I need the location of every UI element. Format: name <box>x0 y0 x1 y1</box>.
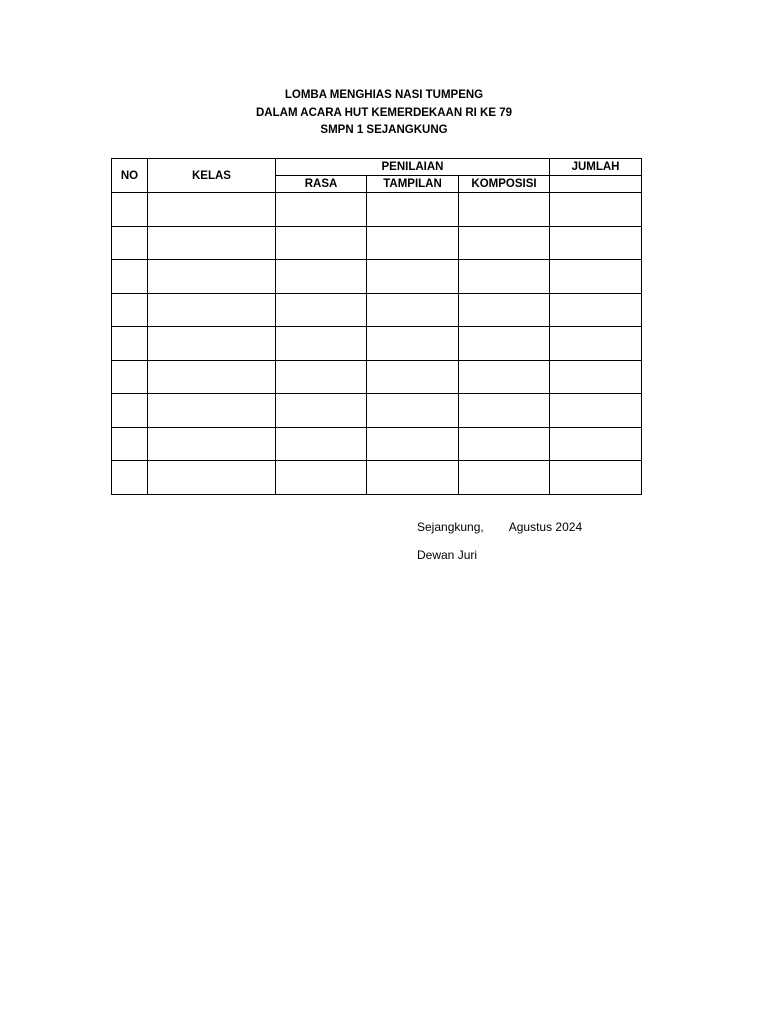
cell-rasa <box>276 226 367 260</box>
cell-rasa <box>276 327 367 361</box>
cell-tampilan <box>367 193 459 227</box>
cell-rasa <box>276 360 367 394</box>
score-table <box>111 158 642 495</box>
cell-no <box>112 226 148 260</box>
header-rasa: RASA <box>276 176 367 193</box>
cell-tampilan <box>367 293 459 327</box>
cell-kelas <box>148 360 276 394</box>
table-row <box>112 193 642 227</box>
cell-tampilan <box>367 360 459 394</box>
table-row <box>112 360 642 394</box>
header-kelas: KELAS <box>148 159 276 193</box>
cell-no <box>112 193 148 227</box>
header-jumlah-blank <box>550 176 642 193</box>
cell-jumlah <box>550 327 642 361</box>
cell-no <box>112 293 148 327</box>
table-row <box>112 327 642 361</box>
header-tampilan: TAMPILAN <box>367 176 459 193</box>
cell-tampilan <box>367 226 459 260</box>
cell-rasa <box>276 193 367 227</box>
cell-rasa <box>276 461 367 495</box>
cell-kelas <box>148 394 276 428</box>
cell-rasa <box>276 427 367 461</box>
cell-jumlah <box>550 260 642 294</box>
table-row <box>112 260 642 294</box>
place-text: Sejangkung, <box>417 520 484 534</box>
date-text: Agustus 2024 <box>508 520 583 534</box>
header-jumlah: JUMLAH <box>550 159 642 176</box>
cell-jumlah <box>550 293 642 327</box>
cell-komposisi <box>459 461 550 495</box>
cell-no <box>112 360 148 394</box>
cell-tampilan <box>367 461 459 495</box>
cell-no <box>112 461 148 495</box>
table-row <box>112 226 642 260</box>
cell-komposisi <box>459 193 550 227</box>
cell-jumlah <box>550 193 642 227</box>
cell-tampilan <box>367 394 459 428</box>
document-title <box>0 87 768 140</box>
cell-kelas <box>148 427 276 461</box>
header-komposisi: KOMPOSISI <box>459 176 550 193</box>
title-line-competition: LOMBA MENGHIAS NASI TUMPENG <box>284 89 484 101</box>
cell-rasa <box>276 394 367 428</box>
cell-kelas <box>148 461 276 495</box>
cell-kelas <box>148 293 276 327</box>
cell-no <box>112 394 148 428</box>
cell-komposisi <box>459 360 550 394</box>
cell-komposisi <box>459 293 550 327</box>
cell-komposisi <box>459 427 550 461</box>
cell-no <box>112 260 148 294</box>
cell-no <box>112 427 148 461</box>
cell-jumlah <box>550 360 642 394</box>
cell-jumlah <box>550 427 642 461</box>
cell-komposisi <box>459 226 550 260</box>
cell-kelas <box>148 260 276 294</box>
cell-jumlah <box>550 461 642 495</box>
table-header-row <box>112 159 642 176</box>
header-no: NO <box>112 159 148 193</box>
cell-komposisi <box>459 327 550 361</box>
cell-rasa <box>276 293 367 327</box>
jury-label: Dewan Juri <box>417 548 478 562</box>
cell-kelas <box>148 193 276 227</box>
cell-kelas <box>148 226 276 260</box>
cell-jumlah <box>550 226 642 260</box>
table-row <box>112 394 642 428</box>
place-date-line <box>417 519 582 535</box>
cell-tampilan <box>367 327 459 361</box>
cell-tampilan <box>367 260 459 294</box>
cell-komposisi <box>459 260 550 294</box>
table-row <box>112 461 642 495</box>
cell-no <box>112 327 148 361</box>
cell-kelas <box>148 327 276 361</box>
cell-rasa <box>276 260 367 294</box>
cell-tampilan <box>367 427 459 461</box>
table-row <box>112 427 642 461</box>
cell-jumlah <box>550 394 642 428</box>
table-row <box>112 293 642 327</box>
title-line-event: DALAM ACARA HUT KEMERDEKAAN RI KE 79 <box>256 106 512 119</box>
cell-komposisi <box>459 394 550 428</box>
header-penilaian: PENILAIAN <box>276 159 550 176</box>
title-line-school: SMPN 1 SEJANGKUNG <box>320 124 448 136</box>
